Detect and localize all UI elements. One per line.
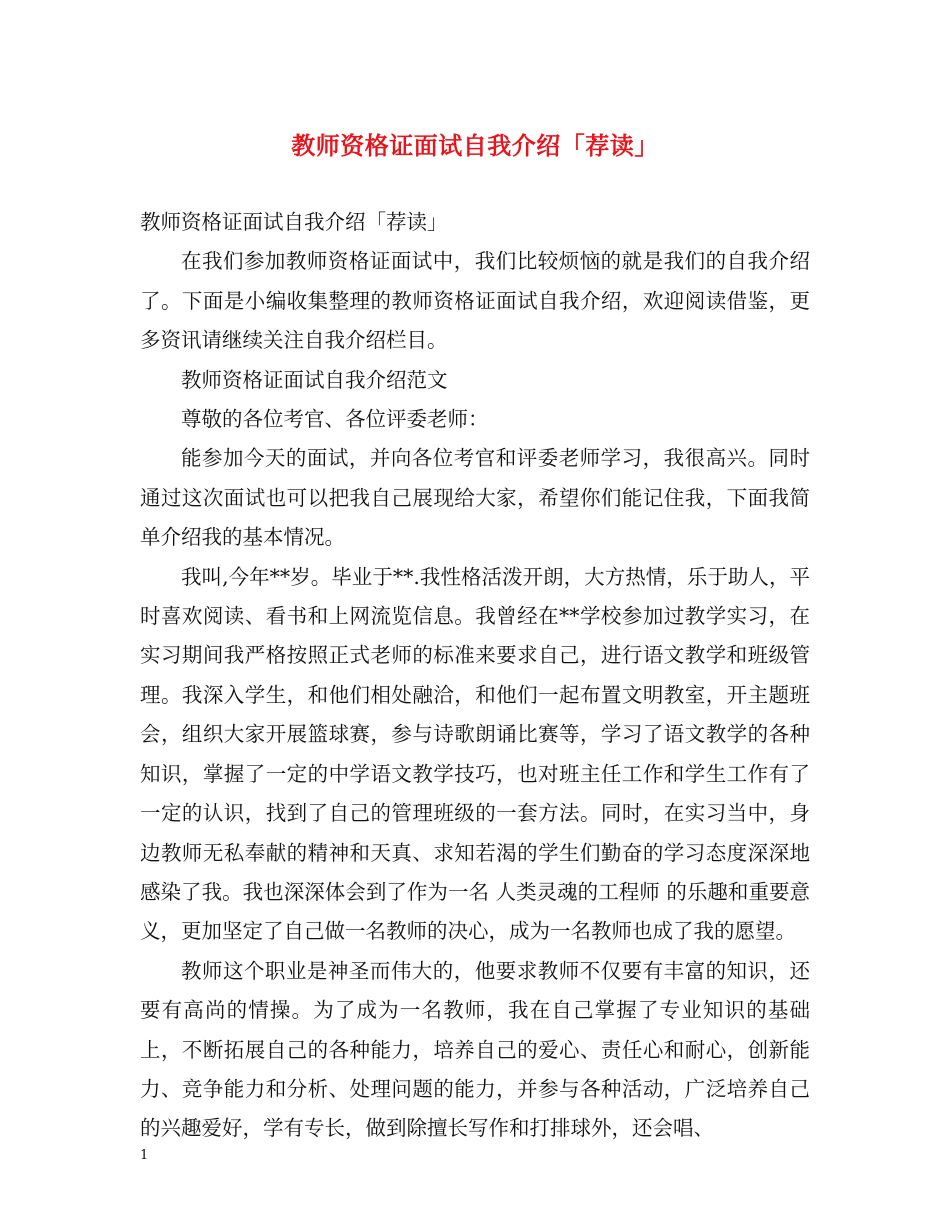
paragraph-subtitle: 教师资格证面试自我介绍「荐读」 bbox=[140, 210, 448, 234]
paragraph-opening: 能参加今天的面试，并向各位考官和评委老师学习，我很高兴。同时通过这次面试也可以把我自己展现给大家，希望你们能记住我，下面我简单介绍我的基本情况。 bbox=[140, 446, 810, 550]
paragraph-profession: 教师这个职业是神圣而伟大的，他要求教师不仅要有丰富的知识，还要有高尚的情操。为了成为一名教师，我在自己掌握了专业知识的基础上，不断拓展自己的各种能力，培养自己的爱心、责任心和耐心，创新能力、竞争能力和分析、处理问题的能力，并参与各种活动，广泛培养自己的兴趣爱好，学有专长，做到除擅长写作和打排球外，还会唱、 bbox=[140, 958, 810, 1141]
document-body bbox=[140, 203, 810, 1149]
paragraph-section-heading: 教师资格证面试自我介绍范文 bbox=[181, 367, 448, 392]
paragraph-background: 我叫,今年**岁。毕业于**.我性格活泼开朗，大方热情，乐于助人，平时喜欢阅读、看书和上网流览信息。我曾经在**学校参加过教学实习，在实习期间我严格按照正式老师的标准来要求自己，进行语文教学和班级管理。我深入学生，和他们相处融洽，和他们一起布置文明教室，开主题班会，组织大家开展篮球赛，参与诗歌朗诵比赛等，学习了语文教学的各种知识，掌握了一定的中学语文教学技巧，也对班主任工作和学生工作有了一定的认识，找到了自己的管理班级的一套方法。同时，在实习当中，身边教师无私奉献的精神和天真、求知若渴的学生们勤奋的学习态度深深地感染了我。我也深深体会到了作为一名 人类灵魂的工程师 的乐趣和重要意义，更加坚定了自己做一名教师的决心，成为一名教师也成了我的愿望。 bbox=[140, 564, 810, 944]
paragraph-intro: 在我们参加教师资格证面试中，我们比较烦恼的就是我们的自我介绍了。下面是小编收集整理的教师资格证面试自我介绍，欢迎阅读借鉴，更多资讯请继续关注自我介绍栏目。 bbox=[140, 249, 810, 353]
page-number: 1 bbox=[140, 1148, 149, 1163]
page-title: 教师资格证面试自我介绍「荐读」 bbox=[291, 131, 659, 160]
paragraph-greeting: 尊敬的各位考官、各位评委老师： bbox=[181, 407, 489, 432]
